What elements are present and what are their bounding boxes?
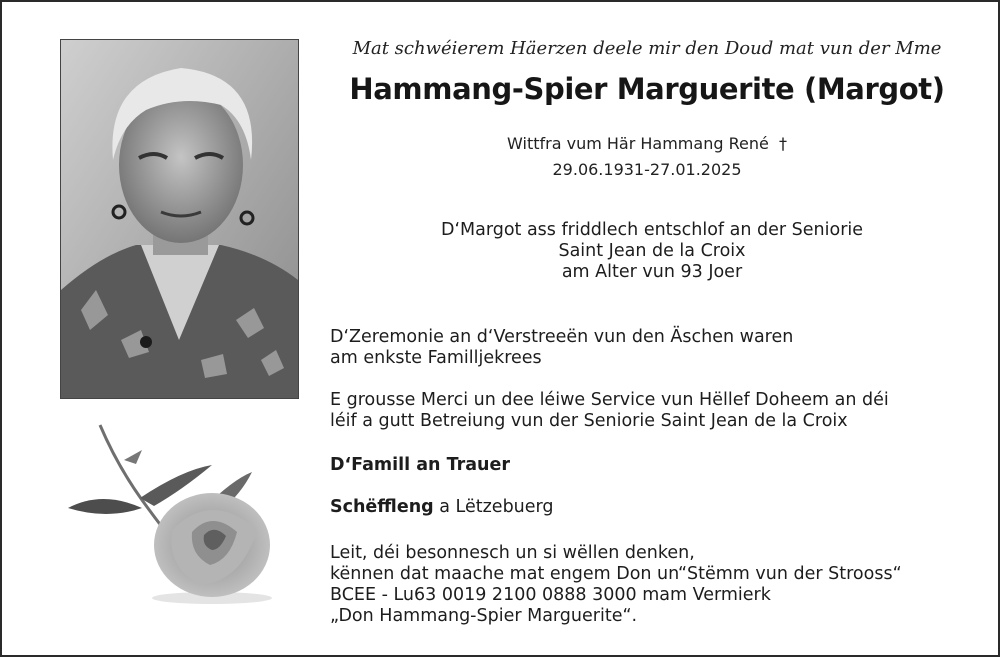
- donation-paragraph: [330, 543, 995, 627]
- passing-line: D‘Margot ass friddlech entschlof an der Seniorie: [440, 220, 864, 240]
- ceremony-line: am enkste Familljekrees: [330, 348, 542, 368]
- widow-line: [302, 134, 992, 153]
- cross-icon: †: [778, 134, 787, 153]
- family-signature: D‘Famill an Trauer: [330, 455, 511, 475]
- donation-line: BCEE - Lu63 0019 2100 0888 3000 mam Vermierk: [330, 585, 771, 605]
- life-dates: 29.06.1931-27.01.2025: [552, 160, 742, 179]
- deceased-name: Hammang-Spier Marguerite (Margot): [349, 72, 945, 106]
- place-bold: Schëffleng: [330, 497, 434, 517]
- donation-line: kënnen dat maache mat engem Don un“Stëmm vun der Strooss“: [330, 564, 902, 584]
- donation-line: Leit, déi besonnesch un si wëllen denken,: [330, 543, 695, 563]
- widow-text: Wittfra vum Här Hammang René: [507, 134, 769, 153]
- ceremony-line: D‘Zeremonie an d‘Verstreeën vun den Äschen waren: [330, 327, 794, 347]
- passing-line: Saint Jean de la Croix: [558, 241, 746, 261]
- place-rest: a Lëtzebuerg: [433, 497, 554, 517]
- thanks-paragraph: [330, 390, 995, 432]
- donation-line: „Don Hammang-Spier Marguerite“.: [330, 606, 638, 626]
- portrait-photo: [60, 39, 299, 399]
- place-line: [330, 497, 995, 518]
- thanks-line: léif a gutt Betreiung vun der Seniorie Saint Jean de la Croix: [330, 411, 848, 431]
- rose-icon: [62, 420, 294, 610]
- intro-line: Mat schwéierem Häerzen deele mir den Doud mat vun der Mme: [352, 38, 942, 59]
- thanks-line: E grousse Merci un dee léiwe Service vun Hëllef Doheem an déi: [330, 390, 889, 410]
- passing-line: am Alter vun 93 Joer: [561, 262, 743, 282]
- ceremony-paragraph: [330, 327, 995, 369]
- passing-paragraph: [302, 220, 1000, 283]
